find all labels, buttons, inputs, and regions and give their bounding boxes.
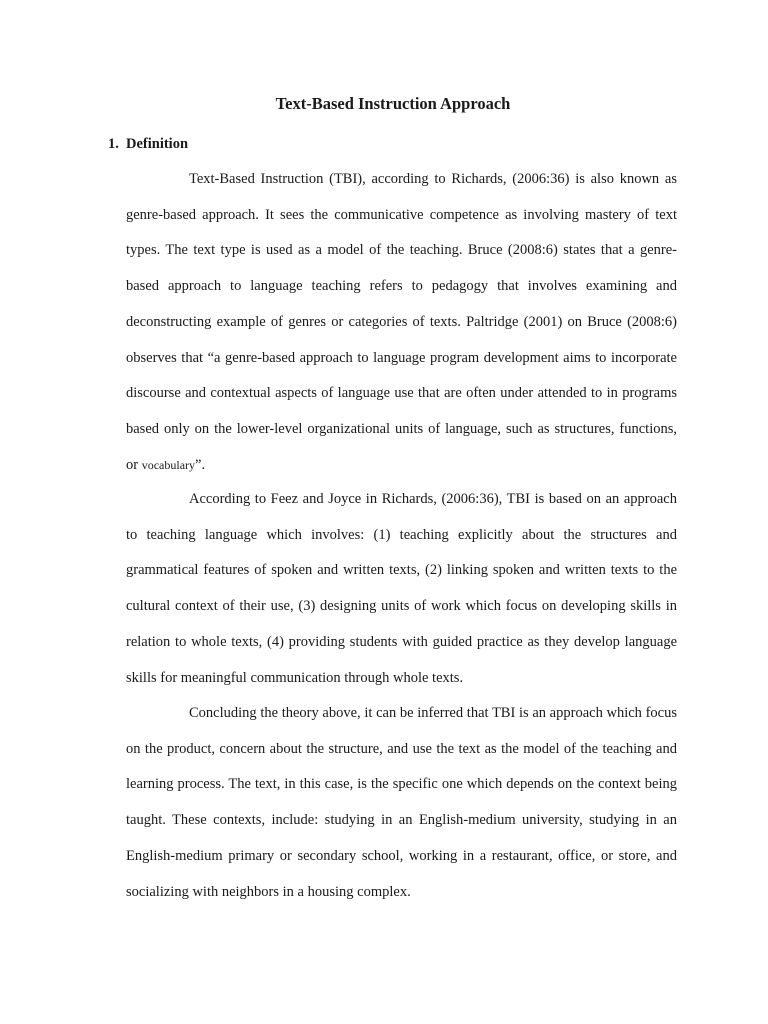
paragraph-conclusion: Concluding the theory above, it can be inferred that TBI is an approach which focus on the product, concern about the structure, and use the text as the model of the teaching and learning process. The text, in this case, is the specific one which depends on the context being taught. These contexts, include: studying in an English-medium university, studying in an English-medium primary or secondary school, working in a restaurant, office, or store, and socializing with neighbors in a housing complex. [126,705,677,900]
paragraph-feez-joyce: According to Feez and Joyce in Richards, (2006:36), TBI is based on an approach to teaching language which involves: (1) teaching explicitly about the structures and grammatical features of spoken and written texts, (2) linking spoken and written texts to the cultural context of their use, (3) designing units of work which focus on developing skills in relation to whole texts, (4) providing students with guided practice as they develop language skills for meaningful communication through whole texts. [126,491,677,686]
section-heading [108,135,188,153]
section-number: 1. [108,136,119,152]
paragraph-small-word: vocabulary [141,457,196,472]
paragraph-text-end: ”. [195,456,206,473]
paragraph-text: Text-Based Instruction (TBI), according to Richards, (2006:36) is also known as genre-based approach. It sees the communicative competence as involving mastery of text types. The text type is used as a model of the teaching. Bruce (2008:6) states that a genre-based approach to language teaching refers to pedagogy that involves examining and deconstructing example of genres or categories of texts. Paltridge (2001) on Bruce (2008:6) observes that “a genre-based approach to language program development aims to incorporate discourse and contextual aspects of language use that are often under attended to in programs based only on the lower-level organizational units of language, such as structures, functions, or [126,171,677,473]
document-title: Text-Based Instruction Approach [275,94,511,113]
section-heading-text: Definition [126,136,189,152]
paragraph-definition [126,162,677,483]
